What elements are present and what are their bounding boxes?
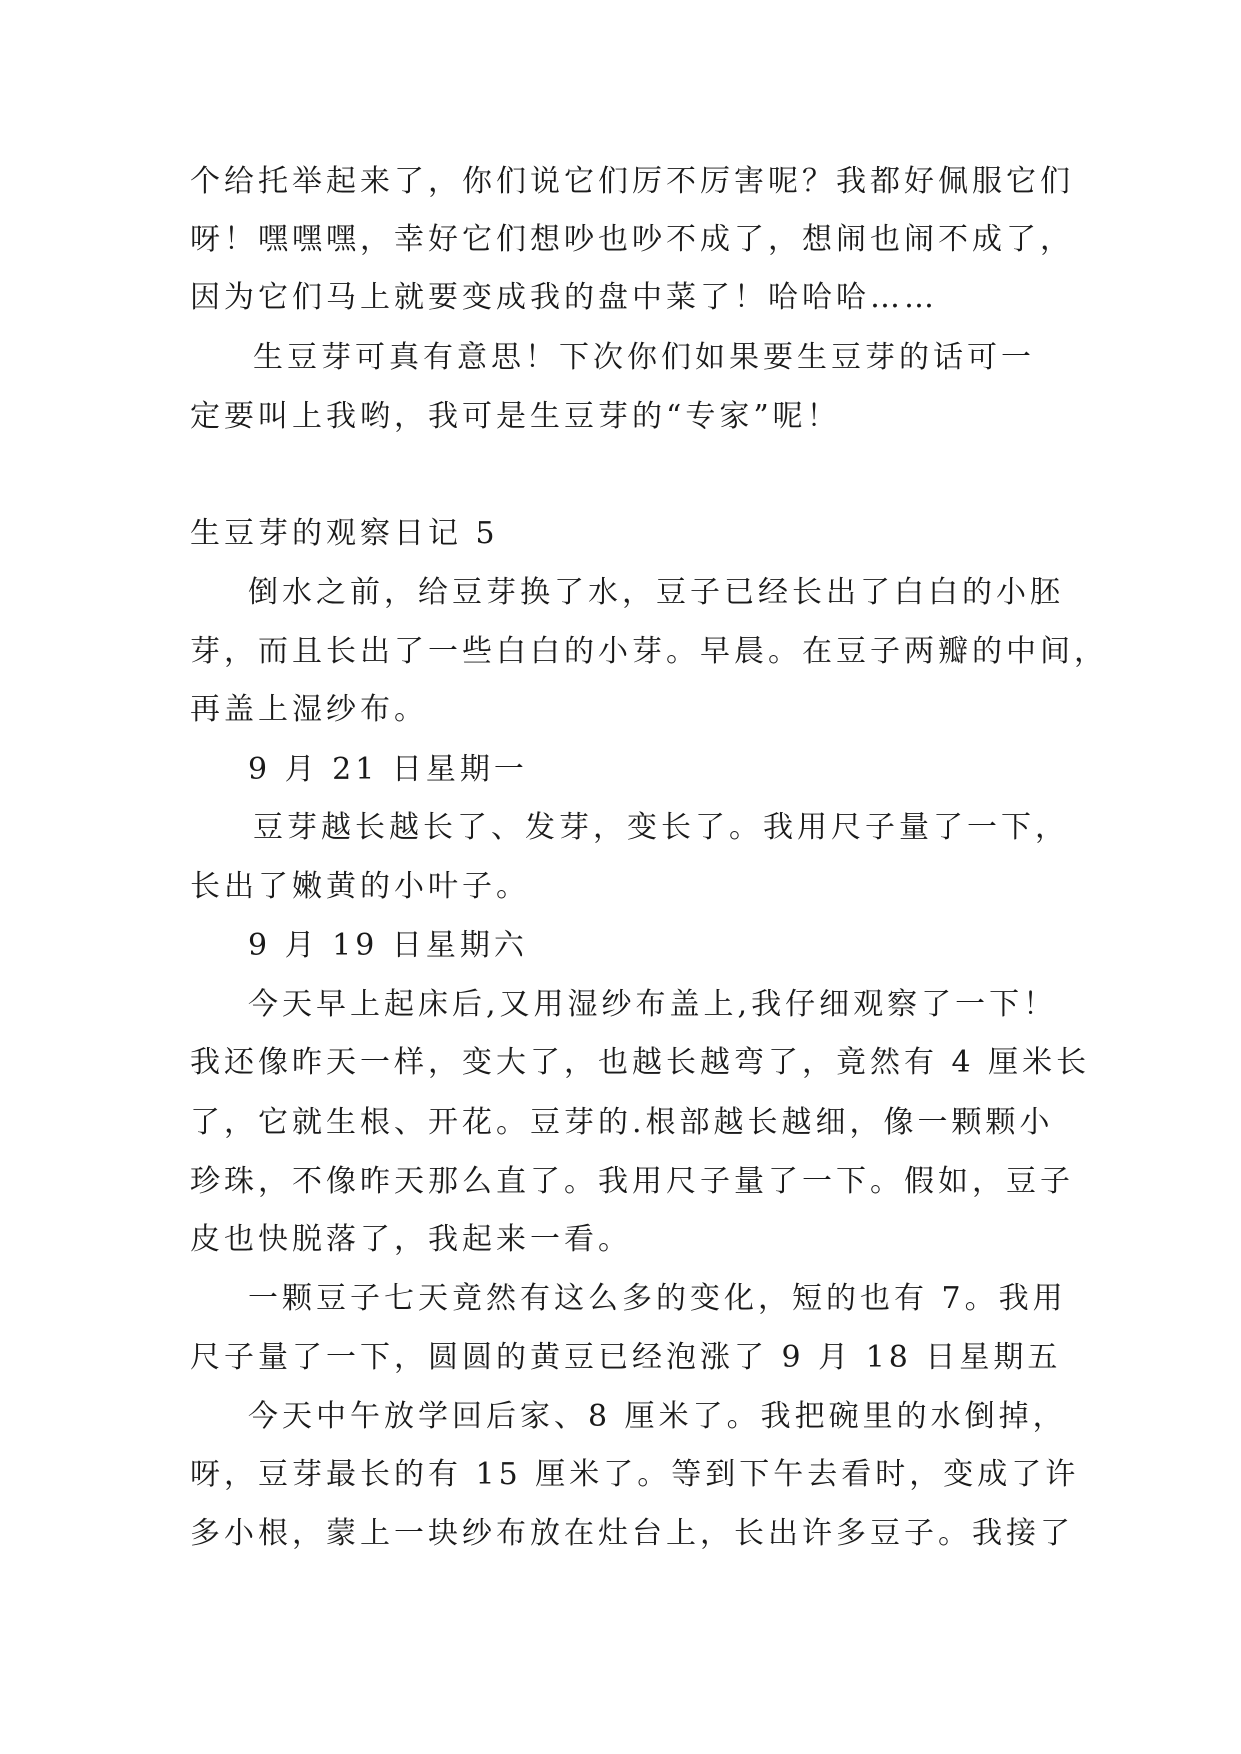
paragraph-line: 定要叫上我哟，我可是生豆芽的“专家”呢！: [190, 399, 841, 434]
date-line: 9 月 21 日星期一: [248, 752, 528, 787]
paragraph-line: 尺子量了一下，圆圆的黄豆已经泡涨了 9 月 18 日星期五: [190, 1340, 1062, 1375]
paragraph-line: 因为它们马上就要变成我的盘中菜了！哈哈哈……: [190, 280, 938, 315]
paragraph-line: 再盖上湿纱布。: [190, 692, 428, 727]
section-heading: 生豆芽的观察日记 5: [190, 516, 499, 551]
paragraph-line: 多小根，蒙上一块纱布放在灶台上，长出许多豆子。我接了: [190, 1516, 1074, 1551]
paragraph-line: 一颗豆子七天竟然有这么多的变化，短的也有 7。我用: [248, 1281, 1067, 1316]
paragraph-line: 豆芽越长越长了、发芽，变长了。我用尺子量了一下，: [253, 810, 1069, 845]
paragraph-line: 今天早上起床后,又用湿纱布盖上,我仔细观察了一下！: [248, 987, 1058, 1022]
paragraph-line: 了，它就生根、开花。豆芽的.根部越长越细，像一颗颗小: [190, 1105, 1054, 1140]
paragraph-line: 今天中午放学回后家、8 厘米了。我把碗里的水倒掉，: [248, 1399, 1067, 1434]
paragraph-line: 皮也快脱落了，我起来一看。: [190, 1222, 632, 1257]
paragraph-line: 生豆芽可真有意思！下次你们如果要生豆芽的话可一: [253, 340, 1035, 375]
paragraph-line: 个给托举起来了，你们说它们厉不厉害呢？我都好佩服它们: [190, 164, 1074, 199]
paragraph-line: 芽，而且长出了一些白白的小芽。早晨。在豆子两瓣的中间，: [190, 634, 1108, 669]
paragraph-line: 珍珠，不像昨天那么直了。我用尺子量了一下。假如，豆子: [190, 1164, 1074, 1199]
paragraph-line: 长出了嫩黄的小叶子。: [190, 869, 530, 904]
paragraph-line: 呀！嘿嘿嘿，幸好它们想吵也吵不成了，想闹也闹不成了，: [190, 222, 1074, 257]
paragraph-line: 呀，豆芽最长的有 15 厘米了。等到下午去看时，变成了许: [190, 1457, 1080, 1492]
paragraph-line: 倒水之前，给豆芽换了水，豆子已经长出了白白的小胚: [248, 575, 1064, 610]
paragraph-line: 我还像昨天一样，变大了，也越长越弯了，竟然有 4 厘米长: [190, 1045, 1091, 1080]
date-line: 9 月 19 日星期六: [248, 928, 528, 963]
